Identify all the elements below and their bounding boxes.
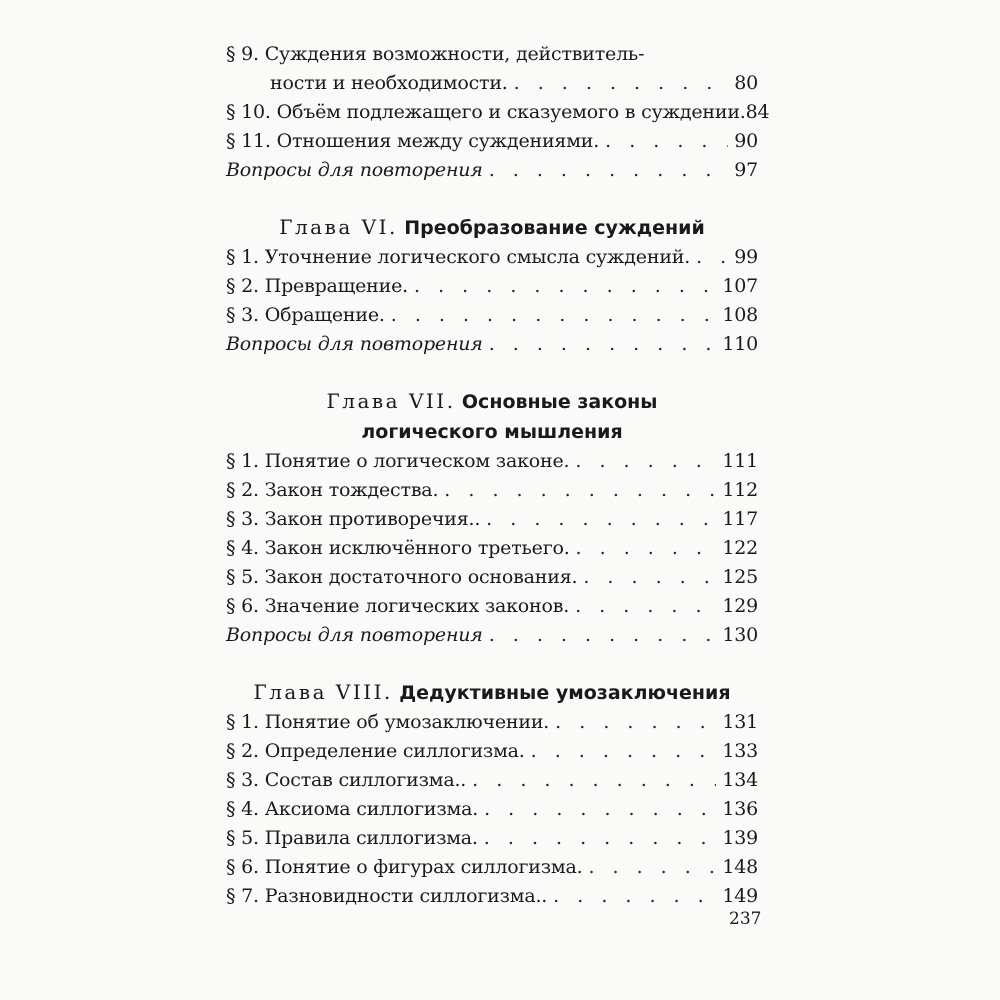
toc-entry-page: 129 (722, 595, 758, 617)
toc-entry-title: § 3. Состав силлогизма.. (226, 769, 467, 791)
dot-leader (489, 330, 717, 359)
toc-entry (226, 853, 758, 882)
dot-leader (555, 708, 716, 737)
toc-entry-page: 133 (722, 740, 758, 762)
chapter-label: Глава VIII. (253, 680, 393, 704)
toc-entry-title: § 6. Значение логических законов. (226, 595, 570, 617)
toc-entry-title: § 9. Суждения возможности, действитель- (226, 43, 645, 65)
toc-entry-page: 108 (722, 304, 758, 326)
toc-entry (226, 156, 758, 185)
chapter-heading (226, 213, 758, 243)
dot-leader (575, 447, 716, 476)
toc-entry-title: § 4. Закон исключённого третьего. (226, 537, 570, 559)
toc-entry-title: § 2. Определение силлогизма. (226, 740, 525, 762)
toc-entry-title: § 5. Правила силлогизма. (226, 827, 478, 849)
dot-leader (489, 156, 729, 185)
toc-entry (226, 272, 758, 301)
dot-leader (575, 592, 716, 621)
toc-entry (226, 621, 758, 650)
toc-entry-page: 112 (722, 479, 758, 501)
toc-entry (226, 795, 758, 824)
toc-entry-title: § 1. Понятие о логическом законе. (226, 450, 570, 472)
toc-entry (226, 330, 758, 359)
dot-leader (484, 824, 717, 853)
chapter-label: Глава VII. (326, 389, 456, 413)
toc-entry-page: 136 (722, 798, 758, 820)
chapter-label: Глава VI. (279, 215, 398, 239)
toc-entry (226, 824, 758, 853)
toc-entry (226, 98, 770, 127)
toc-entry-title: ности и необходимости. (270, 72, 508, 94)
toc-entry (226, 505, 758, 534)
toc-entry-page: 130 (722, 624, 758, 646)
toc-entry-page: 117 (722, 508, 758, 530)
toc-entry-page: 99 (734, 246, 758, 268)
chapter-title: Дедуктивные умозаключения (399, 682, 731, 704)
toc-entry-page: 148 (722, 856, 758, 878)
toc-entry-title: § 11. Отношения между суждениями. (226, 130, 600, 152)
toc-entry-title: § 2. Закон тождества. (226, 479, 439, 501)
toc-entry (226, 301, 758, 330)
toc-entry-title: Вопросы для повторения (226, 624, 483, 646)
toc-entry (226, 592, 758, 621)
toc-entry-page: 90 (734, 130, 758, 152)
dot-leader (444, 476, 716, 505)
toc-entry-page: 97 (734, 159, 758, 181)
chapter-title: Основные законы (461, 391, 658, 413)
toc-entry (226, 69, 758, 98)
toc-entry-title: § 2. Превращение. (226, 275, 408, 297)
toc-entry (226, 882, 758, 911)
toc-entry-page: 149 (722, 885, 758, 907)
page-number: 237 (729, 909, 762, 929)
toc-entry-page: 84 (745, 101, 770, 123)
dot-leader (489, 621, 717, 650)
section-gap (226, 185, 758, 213)
chapter-heading (226, 678, 758, 708)
toc-entry-page: 131 (722, 711, 758, 733)
toc-entry-title: § 1. Уточнение логического смысла суждений. (226, 246, 691, 268)
toc-entry (226, 766, 758, 795)
toc-entry (226, 447, 758, 476)
dot-leader (531, 737, 717, 766)
toc-entry (226, 534, 758, 563)
dot-leader (576, 534, 717, 563)
toc-entry-title: § 5. Закон достаточного основания. (226, 566, 578, 588)
dot-leader (514, 69, 729, 98)
table-of-contents (226, 40, 770, 911)
toc-entry-page: 134 (722, 769, 758, 791)
dot-leader (696, 243, 728, 272)
toc-entry-title: § 6. Понятие о фигурах силлогизма. (226, 856, 583, 878)
dot-leader (486, 505, 716, 534)
section-gap (226, 359, 758, 387)
dot-leader (605, 127, 728, 156)
toc-entry-page: 111 (722, 450, 758, 472)
toc-entry (226, 563, 758, 592)
dot-leader (484, 795, 716, 824)
chapter-heading-line2 (226, 417, 758, 447)
toc-entry-page: 139 (722, 827, 758, 849)
chapter-title: логического мышления (361, 421, 623, 443)
dot-leader (583, 563, 716, 592)
toc-entry-page: 80 (734, 72, 758, 94)
toc-entry-title: § 7. Разновидности силлогизма.. (226, 885, 548, 907)
toc-entry-title: § 3. Обращение. (226, 304, 385, 326)
chapter-heading (226, 387, 758, 417)
toc-entry-page: 110 (722, 333, 758, 355)
toc-entry-page: 125 (722, 566, 758, 588)
toc-entry-title: Вопросы для повторения (226, 159, 483, 181)
toc-entry-title: § 4. Аксиома силлогизма. (226, 798, 479, 820)
dot-leader (553, 882, 716, 911)
toc-entry (226, 476, 758, 505)
toc-entry-title: § 3. Закон противоречия.. (226, 508, 481, 530)
chapter-title: Преобразование суждений (404, 217, 705, 239)
toc-entry-title: § 1. Понятие об умозаключении. (226, 711, 550, 733)
dot-leader (472, 766, 716, 795)
dot-leader (588, 853, 716, 882)
toc-entry-title: Вопросы для повторения (226, 333, 483, 355)
toc-entry (226, 243, 758, 272)
toc-entry (226, 737, 758, 766)
toc-entry-title: § 10. Объём подлежащего и сказуемого в суждении. (226, 101, 746, 123)
dot-leader (391, 301, 717, 330)
toc-entry (226, 40, 758, 69)
section-gap (226, 650, 758, 678)
toc-entry (226, 708, 758, 737)
dot-leader (414, 272, 716, 301)
toc-entry-page: 122 (722, 537, 758, 559)
toc-entry (226, 127, 758, 156)
toc-entry-page: 107 (722, 275, 758, 297)
